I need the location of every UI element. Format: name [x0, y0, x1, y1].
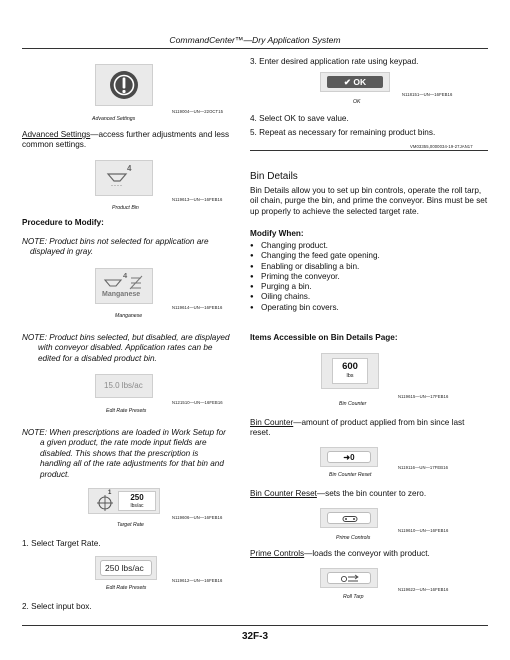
figure-ref-ok: N118151—UN—16FEB16: [402, 92, 453, 97]
target-rate-value: 250: [130, 493, 144, 502]
roll-tarp-icon: [328, 573, 372, 585]
bin-counter-value: 600: [342, 361, 358, 372]
bin-counter-definition: [250, 418, 482, 439]
advanced-settings-image: [95, 64, 153, 106]
advanced-settings-icon: [95, 64, 153, 106]
list-item: ● Oiling chains.: [250, 292, 480, 302]
note-prescriptions: NOTE: When prescriptions are loaded in Work Setup for a given product, the rate mode input fields are disabled. This shows that the prescription is handling all of the rate adjustments for that bin and product.: [22, 428, 226, 479]
bin-icon: [95, 160, 153, 196]
figure-ref-manganese: N119614—UN—16FEB16: [172, 305, 223, 310]
procedure-heading: Procedure to Modify:: [22, 218, 104, 227]
section-rule: [250, 150, 488, 151]
figure-ref-target-rate: N119606—UN—16FEB16: [172, 515, 223, 520]
manganese-bin-image: [95, 268, 153, 304]
items-accessible-heading: Items Accessible on Bin Details Page:: [250, 333, 398, 342]
page-number: 32F-3: [241, 631, 269, 642]
list-item: ● Purging a bin.: [250, 282, 480, 292]
target-icon: [95, 490, 119, 514]
figure-ref-advanced: N119004—UN—22OCT15: [172, 109, 224, 114]
bin-counter-reset-link: Bin Counter Reset: [250, 489, 317, 498]
bin-counter-reset-button: ➜0: [327, 451, 371, 463]
bin-counter-reset-desc: —sets the bin counter to zero.: [316, 489, 427, 498]
target-rate-image: [88, 488, 160, 514]
caption-prime-controls: Prime Controls: [336, 535, 371, 541]
caption-bin-counter-reset: Bin Counter Reset: [329, 472, 372, 478]
list-item: ● Operating bin covers.: [250, 303, 480, 313]
caption-roll-tarp: Roll Tarp: [343, 594, 364, 600]
figure-ref-rate-disabled: N121510—UN—16FEB16: [172, 400, 223, 405]
figure-ref-product-bin: N119613—UN—16FEB16: [172, 197, 223, 202]
step-1: 1. Select Target Rate.: [22, 539, 101, 548]
figure-ref-bin-counter-reset: N119116—UN—17FEB16: [398, 465, 449, 470]
note-gray-bins: NOTE: Product bins not selected for application are displayed in gray.: [22, 237, 209, 257]
roll-tarp-button: [327, 572, 371, 584]
prime-controls-link: Prime Controls: [250, 549, 305, 558]
prime-controls-button: [327, 512, 371, 524]
prime-controls-definition: [250, 549, 482, 559]
bin-counter-image: [321, 353, 379, 389]
bin-count: 4: [127, 164, 132, 173]
bin-counter-reset-image: [320, 447, 378, 467]
manganese-label: Manganese: [102, 291, 141, 298]
target-rate-box: [118, 491, 156, 511]
step-3: 3. Enter desired application rate using keypad.: [250, 57, 419, 66]
list-item: ● Changing the feed gate opening.: [250, 251, 480, 261]
roll-tarp-image: [320, 568, 378, 588]
bin-details-description: Bin Details allow you to set up bin controls, operate the roll tarp, oil chain, purge the bin, and prime the conveyor. Bins must be set up properly to achieve the selected target rate.: [250, 186, 488, 216]
rate-input-value: 250 lbs/ac: [105, 563, 144, 573]
caption-edit-rate: Edit Rate Presets: [106, 585, 147, 591]
manganese-bin-count: 4: [123, 271, 128, 280]
modify-when-list: [250, 241, 480, 313]
prime-conveyor-icon: [328, 513, 372, 525]
figure-ref-prime-controls: N119610—UN—16FEB16: [398, 528, 449, 533]
rate-input-box: [100, 560, 152, 576]
advanced-settings-link: Advanced Settings: [22, 130, 91, 139]
list-item: ● Changing product.: [250, 241, 480, 251]
footer-rule: [22, 625, 488, 626]
section-title-bin-details: Bin Details: [250, 171, 298, 182]
target-rate-unit: lbs/ac: [130, 503, 144, 509]
caption-ok: OK: [353, 99, 361, 105]
edit-rate-image: [95, 556, 157, 580]
target-number: 1: [108, 490, 112, 496]
bin-counter-unit: lbs: [346, 373, 354, 379]
step-5: 5. Repeat as necessary for remaining product bins.: [250, 128, 436, 137]
caption-manganese: Manganese: [115, 313, 143, 319]
list-item: ● Enabling or disabling a bin.: [250, 262, 480, 272]
product-bin-image: [95, 160, 153, 196]
figure-ref-bin-counter: N119615—UN—17FEB16: [398, 394, 449, 399]
prime-controls-image: [320, 508, 378, 528]
running-header: CommandCenter™—Dry Application System: [169, 35, 341, 45]
rate-disabled-value: 15.0 lbs/ac: [104, 381, 143, 390]
ok-button: ✔ OK: [327, 76, 383, 88]
advanced-settings-desc: —access further adjustments and less common settings.: [22, 130, 230, 150]
bin-counter-box: [332, 358, 368, 384]
bin-dashes: ----: [111, 183, 123, 189]
caption-target-rate: Target Rate: [117, 522, 144, 528]
modify-when-heading: Modify When:: [250, 229, 304, 238]
list-item: ● Priming the conveyor.: [250, 272, 480, 282]
prime-controls-desc: —loads the conveyor with product.: [304, 549, 430, 558]
caption-bin-counter: Bin Counter: [339, 401, 367, 407]
header-rule: [22, 48, 488, 49]
advanced-settings-definition: [22, 130, 234, 151]
section-ref: VM03355,0000034-19-27JAN17: [410, 144, 473, 149]
caption-product-bin: Product Bin: [112, 205, 139, 211]
step-4: 4. Select OK to save value.: [250, 114, 349, 123]
ok-image: [320, 72, 390, 92]
note-disabled-bins: NOTE: Product bins selected, but disabled, are displayed with conveyor disabled. Application rates can be edited for a disabled product bin.: [22, 333, 230, 363]
caption-advanced-settings: Advanced Settings: [92, 116, 136, 122]
bin-counter-link: Bin Counter: [250, 418, 294, 427]
figure-ref-roll-tarp: N119622—UN—16FEB16: [398, 587, 449, 592]
bin-counter-reset-definition: [250, 489, 482, 499]
edit-rate-disabled-image: [95, 374, 153, 398]
step-2: 2. Select input box.: [22, 602, 92, 611]
figure-ref-rate: N119612—UN—16FEB16: [172, 578, 223, 583]
bin-counter-desc: —amount of product applied from bin since last reset.: [250, 418, 465, 438]
caption-edit-rate-disabled: Edit Rate Presets: [106, 408, 147, 414]
